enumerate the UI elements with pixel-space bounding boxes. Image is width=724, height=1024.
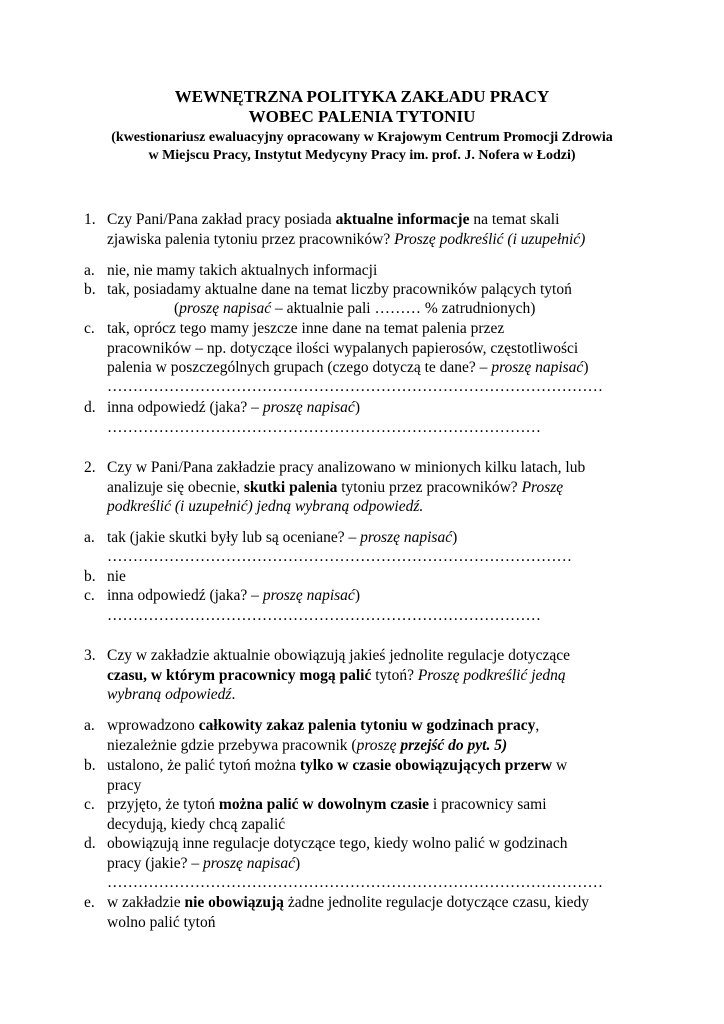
q1-option-a[interactable]: nie, nie mamy takich aktualnych informacji — [107, 262, 378, 279]
q2-option-b-mark: b. — [84, 568, 96, 585]
q3-option-d-mark: d. — [84, 835, 96, 852]
q1-option-b-fill[interactable]: (proszę napisać – aktualnie pali ……… % zatrudnionych) — [174, 300, 536, 317]
q1-option-a-mark: a. — [84, 262, 95, 279]
q2-option-b[interactable]: nie — [107, 568, 126, 585]
question-3-line-1: Czy w zakładzie aktualnie obowiązują jakieś jednolite regulacje dotyczące — [107, 647, 571, 664]
q1-option-c-answer-line[interactable]: …………………………………………………………………………………… — [107, 378, 603, 395]
q1-option-b-mark: b. — [84, 281, 96, 298]
q2-option-c-mark: c. — [84, 587, 95, 604]
q1-option-c-line-2: pracowników – np. dotyczące ilości wypalanych papierosów, częstotliwości — [107, 340, 579, 357]
q1-option-c-mark: c. — [84, 320, 95, 337]
q3-option-d-answer-line[interactable]: …………………………………………………………………………………… — [107, 874, 603, 891]
q3-option-c-line-2: decydują, kiedy chcą zapalić — [107, 816, 286, 833]
q3-option-d-line-2: pracy (jakie? – proszę napisać) — [107, 855, 301, 872]
title-line-1: WEWNĘTRZNA POLITYKA ZAKŁADU PRACY — [174, 87, 550, 106]
question-1-line-1: Czy Pani/Pana zakład pracy posiada aktualne informacje na temat skali — [107, 211, 560, 228]
question-1-number: 1. — [84, 211, 96, 228]
question-3-number: 3. — [84, 647, 96, 664]
q3-option-a-mark: a. — [84, 717, 95, 734]
question-2-number: 2. — [84, 459, 96, 476]
q2-option-a[interactable]: tak (jakie skutki były lub są oceniane? – proszę napisać) — [107, 529, 458, 546]
question-3-line-3: wybraną odpowiedź. — [107, 686, 236, 703]
subtitle-line-2: w Miejscu Pracy, Instytut Medycyny Pracy im. prof. J. Nofera w Łodzi) — [148, 148, 576, 163]
question-3-line-2: czasu, w którym pracownicy mogą palić tytoń? Proszę podkreślić jedną — [107, 667, 566, 684]
q3-option-e-mark: e. — [84, 894, 95, 911]
q3-option-c-mark: c. — [84, 796, 95, 813]
q3-option-d-line-1[interactable]: obowiązują inne regulacje dotyczące tego, kiedy wolno palić w godzinach — [107, 835, 568, 852]
q1-option-d[interactable]: inna odpowiedź (jaka? – proszę napisać) — [107, 399, 360, 416]
q1-option-b[interactable]: tak, posiadamy aktualne dane na temat liczby pracowników palących tytoń — [107, 281, 572, 298]
q3-option-b-line-2: pracy — [107, 777, 142, 794]
q3-option-e-line-1[interactable]: w zakładzie nie obowiązują żadne jednolite regulacje dotyczące czasu, kiedy — [107, 894, 590, 911]
q1-option-c-line-1[interactable]: tak, oprócz tego mamy jeszcze inne dane na temat palenia przez — [107, 320, 505, 337]
question-2-line-3: podkreślić (i uzupełnić) jedną wybraną odpowiedź. — [107, 498, 424, 515]
q2-option-c[interactable]: inna odpowiedź (jaka? – proszę napisać) — [107, 587, 360, 604]
q2-option-a-answer-line[interactable]: ……………………………………………………………………………… — [107, 548, 572, 565]
subtitle-line-1: (kwestionariusz ewaluacyjny opracowany w Krajowym Centrum Promocji Zdrowia — [111, 130, 613, 145]
q1-option-c-line-3: palenia w poszczególnych grupach (czego dotyczą te dane? – proszę napisać) — [107, 359, 589, 376]
q3-option-e-line-2: wolno palić tytoń — [107, 914, 216, 931]
q3-option-c-line-1[interactable]: przyjęto, że tytoń można palić w dowolnym czasie i pracownicy sami — [107, 796, 547, 813]
question-2-line-2: analizuje się obecnie, skutki palenia tytoniu przez pracowników? Proszę — [107, 479, 564, 496]
q1-option-d-mark: d. — [84, 399, 96, 416]
q3-option-a-line-1[interactable]: wprowadzono całkowity zakaz palenia tytoniu w godzinach pracy, — [107, 717, 540, 734]
title-line-2: WOBEC PALENIA TYTONIU — [248, 107, 476, 126]
q1-option-d-answer-line[interactable]: ………………………………………………………………………… — [107, 419, 541, 436]
q2-option-c-answer-line[interactable]: ………………………………………………………………………… — [107, 607, 541, 624]
question-1-line-2: zjawiska palenia tytoniu przez pracowników? Proszę podkreślić (i uzupełnić) — [107, 231, 586, 248]
q3-option-a-line-2: niezależnie gdzie przebywa pracownik (proszę przejść do pyt. 5) — [107, 737, 508, 754]
q3-option-b-line-1[interactable]: ustalono, że palić tytoń można tylko w czasie obowiązujących przerw w — [107, 757, 568, 774]
q2-option-a-mark: a. — [84, 529, 95, 546]
question-2-line-1: Czy w Pani/Pana zakładzie pracy analizowano w minionych kilku latach, lub — [107, 459, 586, 476]
q3-option-b-mark: b. — [84, 757, 96, 774]
